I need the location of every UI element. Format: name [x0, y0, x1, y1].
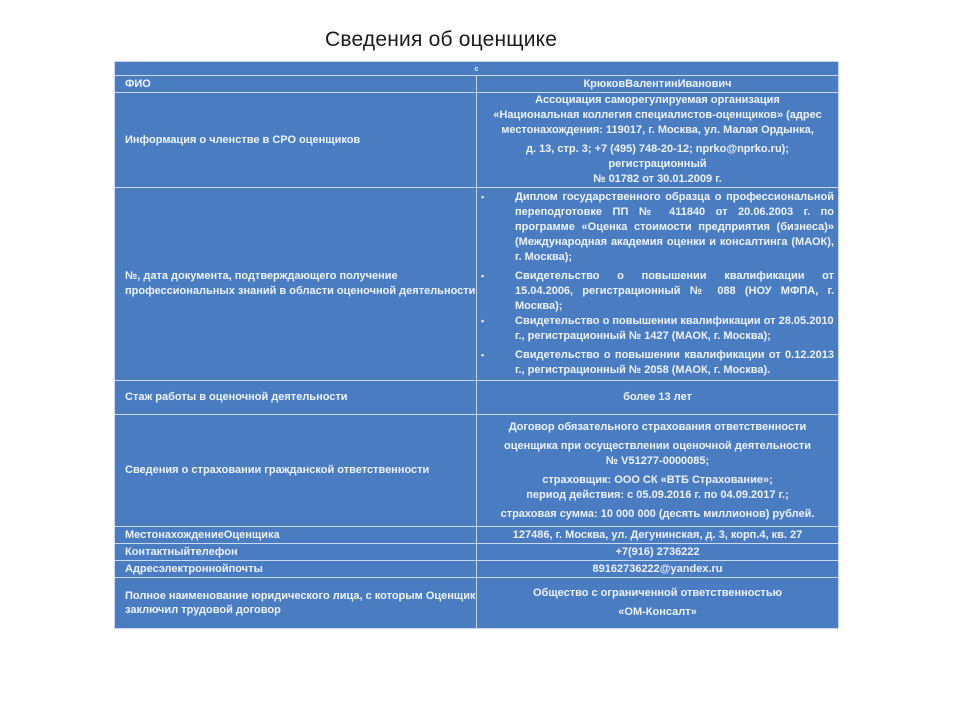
- row-value: [477, 415, 839, 527]
- row-value: [477, 93, 839, 188]
- list-item: [481, 190, 834, 265]
- row-label: Сведения о страховании гражданской ответственности: [115, 415, 477, 527]
- row-value: 127486, г. Москва, ул. Дегунинская, д. 3, корп.4, кв. 27: [477, 527, 839, 544]
- employer-line: «ОМ-Консалт»: [618, 606, 697, 618]
- sro-line: № 01782 от 30.01.2009 г.: [593, 173, 722, 185]
- employer-line: Общество с ограниченной ответственностью: [533, 587, 782, 599]
- list-item-text: Свидетельство о повышении квалификации от 15.04.2006, регистрационный № 088 (НОУ МФПА, г. Москва);: [515, 270, 834, 312]
- sro-line: Ассоциация саморегулируемая организация: [535, 94, 780, 106]
- table-row-experience: [115, 381, 839, 415]
- row-value: [477, 578, 839, 629]
- table-row-location: [115, 527, 839, 544]
- appraiser-info-table: [114, 61, 839, 629]
- table-row-docs: [115, 188, 839, 381]
- insurance-line: страховая сумма: 10 000 000 (десять миллионов) рублей.: [500, 507, 815, 520]
- row-value: КрюковВалентинИванович: [477, 76, 839, 93]
- docs-list: [477, 188, 838, 380]
- row-label: Информация о членстве в СРО оценщиков: [115, 93, 477, 188]
- row-label: Контактныйтелефон: [115, 544, 477, 561]
- bullet: •: [481, 316, 485, 326]
- header-row-mark: с: [115, 62, 839, 76]
- table-row-employer: [115, 578, 839, 629]
- row-label: ФИО: [115, 76, 477, 93]
- row-label: МестонахождениеОценщика: [115, 527, 477, 544]
- row-value: [477, 188, 839, 381]
- list-item: [481, 314, 834, 344]
- list-item: [481, 348, 834, 378]
- row-label: Полное наименование юридического лица, с которым Оценщик заключил трудовой договор: [115, 578, 477, 629]
- list-item: [481, 269, 834, 314]
- bullet: •: [481, 192, 485, 202]
- table-row-phone: [115, 544, 839, 561]
- list-item-text: Диплом государственного образца о профессиональной переподготовке ПП № 411840 от 20.06.2003 г. по программе «Оценка стоимости предприятия (бизнеса)» (Международная академия оценки и консалтинга (МАОК), г. Москва);: [515, 191, 834, 263]
- table-row-sro: [115, 93, 839, 188]
- sro-line: «Национальная коллегия специалистов-оценщиков» (адрес: [493, 109, 822, 121]
- insurance-line: страховщик: ООО СК «ВТБ Страхование»;: [542, 473, 773, 486]
- insurance-line: № V51277-0000085;: [605, 454, 710, 467]
- list-item-text: Свидетельство о повышении квалификации от 0.12.2013 г., регистрационный № 2058 (МАОК, г. Москва).: [515, 349, 834, 376]
- table-row-insurance: [115, 415, 839, 527]
- bullet: •: [481, 271, 485, 281]
- row-value: +7(916) 2736222: [477, 544, 839, 561]
- row-value: более 13 лет: [477, 381, 839, 415]
- row-label: Адресэлектроннойпочты: [115, 561, 477, 578]
- page-title: Сведения об оценщике: [325, 28, 558, 51]
- insurance-line: период действия: с 05.09.2016 г. по 04.09.2017 г.;: [526, 488, 789, 501]
- list-item-text: Свидетельство о повышении квалификации от 28.05.2010 г., регистрационный № 1427 (МАОК, г. Москва);: [515, 315, 834, 342]
- table-header-row: [115, 62, 839, 76]
- row-value: 89162736222@yandex.ru: [477, 561, 839, 578]
- insurance-line: Договор обязательного страхования ответственности: [508, 420, 807, 433]
- table-row-email: [115, 561, 839, 578]
- sro-line: местонахождения: 119017, г. Москва, ул. Малая Ордынка,: [501, 124, 814, 136]
- row-label: №, дата документа, подтверждающего получение профессиональных знаний в области оценочной деятельности: [115, 188, 477, 381]
- sro-line: д. 13, стр. 3; +7 (495) 748-20-12; nprko@nprko.ru); регистрационный: [525, 143, 790, 170]
- table-row-fio: [115, 76, 839, 93]
- insurance-line: оценщика при осуществлении оценочной деятельности: [503, 439, 812, 452]
- row-label: Стаж работы в оценочной деятельности: [115, 381, 477, 415]
- bullet: •: [481, 350, 485, 360]
